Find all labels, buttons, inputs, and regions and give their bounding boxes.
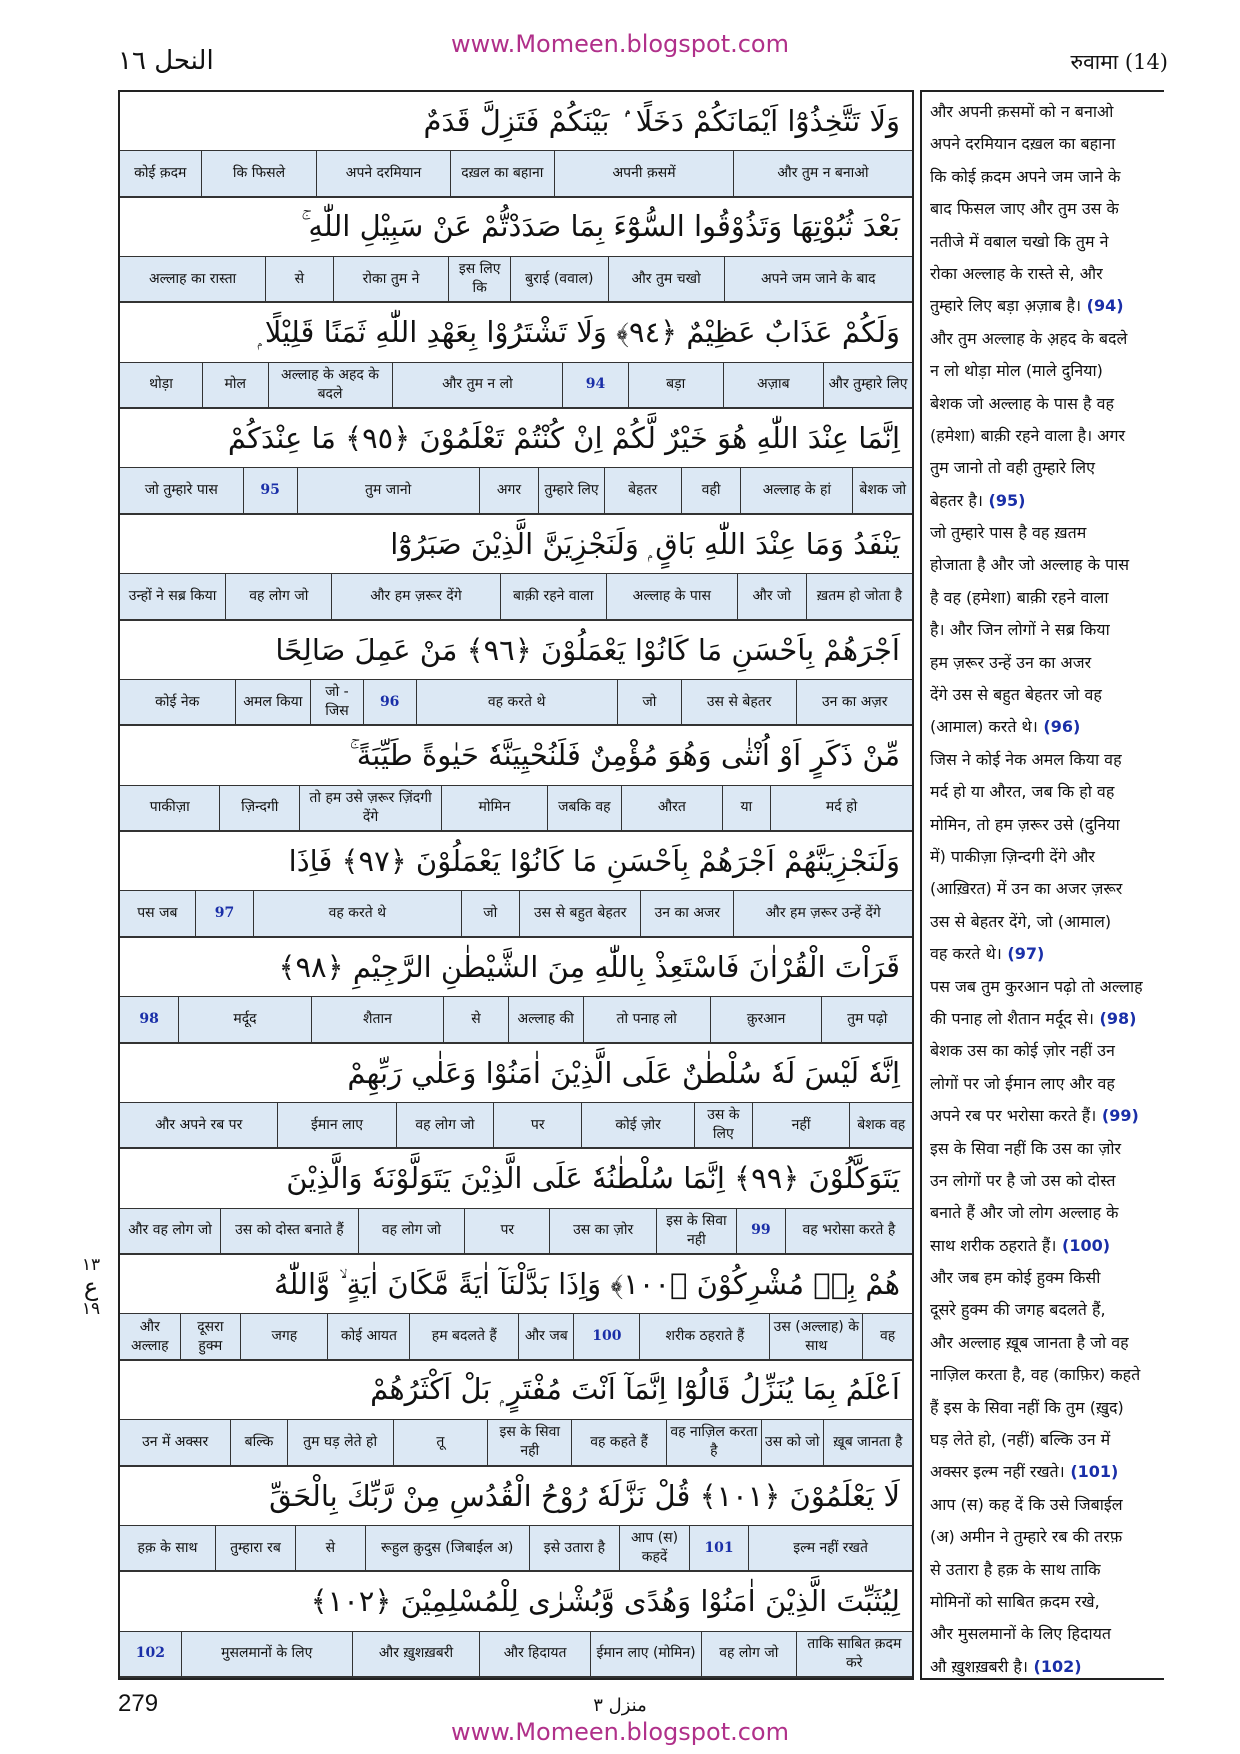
word-meaning-cell: थोड़ा bbox=[149, 376, 173, 393]
word-meaning-cell: ताकि साबित क़दम करे bbox=[796, 1632, 912, 1676]
word-meaning-cell: वह नाज़िल करता है bbox=[666, 1420, 761, 1464]
word-meaning-cell: और ख़ुशख़बरी bbox=[352, 1632, 479, 1676]
translation-line bbox=[930, 1327, 1160, 1359]
word-meaning-cell: मोल bbox=[202, 363, 267, 407]
word-meaning-cell: वह लोग जो bbox=[225, 574, 331, 618]
word-meaning-cell: और तुम न लो bbox=[392, 363, 563, 407]
translation-line bbox=[930, 1456, 1160, 1488]
word-meaning-cell: तुम जानो bbox=[297, 468, 479, 512]
word-meaning-row bbox=[120, 574, 912, 620]
margin-mark-top: ١٣ bbox=[81, 1255, 101, 1275]
verse-number-cell: 100 bbox=[573, 1314, 639, 1358]
word-meaning-cell: अज़ाब bbox=[723, 363, 824, 407]
translation-text: (आमाल) करते थे। bbox=[930, 717, 1038, 737]
word-meaning-row bbox=[120, 786, 912, 832]
word-meaning-cell: हक़ के साथ bbox=[137, 1539, 198, 1556]
verse-number-cell: 96 bbox=[363, 680, 416, 724]
translation-text: और तुम अल्लाह के अ़हद के बदले bbox=[930, 328, 1128, 348]
translation-line bbox=[930, 258, 1160, 290]
word-meaning-cell: अल्लाह का रास्ता bbox=[148, 270, 237, 287]
translation-verse-number: (97) bbox=[1001, 944, 1045, 964]
word-meaning-row bbox=[120, 151, 912, 197]
translation-text: हैं इस के सिवा नहीं कि तुम (ख़ुद) bbox=[930, 1397, 1124, 1417]
word-meaning-cell: तू bbox=[393, 1420, 488, 1464]
translation-line bbox=[930, 1003, 1160, 1035]
word-meaning-row bbox=[120, 1103, 912, 1149]
translation-line bbox=[930, 1100, 1160, 1132]
translation-text: पस जब तुम कुरआन पढ़ो तो अल्लाह bbox=[930, 976, 1143, 996]
translation-verse-number: (98) bbox=[1093, 1008, 1137, 1028]
word-meaning-cell: पर bbox=[493, 1103, 581, 1147]
word-meaning-cell: उन का अजर bbox=[640, 891, 733, 935]
word-meaning-cell: तुम घड़ लेते हो bbox=[287, 1420, 393, 1464]
translation-line bbox=[930, 1165, 1160, 1197]
word-meaning-cell: नहीं bbox=[752, 1103, 850, 1147]
translation-line bbox=[930, 161, 1160, 193]
word-meaning-cell: अल्लाह की bbox=[508, 997, 583, 1041]
translation-text: की पनाह लो शैतान मर्दूद से। bbox=[930, 1008, 1094, 1028]
translation-text: में) पाकीज़ा ज़िन्दगी देंगे और bbox=[930, 846, 1095, 866]
translation-text: अपने रब पर भरोसा करते हैं। bbox=[930, 1106, 1097, 1126]
translation-text: (हमेशा) बाक़ी रहने वाला है। अगर bbox=[930, 425, 1126, 445]
word-meaning-row bbox=[120, 363, 912, 409]
translation-line bbox=[930, 1133, 1160, 1165]
word-meaning-row bbox=[120, 257, 912, 303]
word-meaning-cell: उस से बेहतर bbox=[681, 680, 797, 724]
translation-line bbox=[930, 1651, 1160, 1683]
ruku-margin-mark bbox=[78, 1254, 104, 1320]
word-meaning-row bbox=[120, 1314, 912, 1360]
translation-text: तुम जानो तो वही तुम्हारे लिए bbox=[930, 458, 1095, 478]
word-meaning-cell: और जब bbox=[518, 1314, 573, 1358]
word-meaning-cell: वह लोग जो bbox=[396, 1103, 494, 1147]
word-meaning-cell: अपने जम जाने के बाद bbox=[724, 257, 912, 301]
word-meaning-cell: उस के लिए bbox=[694, 1103, 751, 1147]
translation-line bbox=[930, 1068, 1160, 1100]
translation-text: आप (स) कह दें कि उसे जिबाईल bbox=[930, 1494, 1123, 1514]
translation-verse-number: (94) bbox=[1081, 296, 1124, 316]
manzil-label: منزل ٣ bbox=[593, 1695, 647, 1716]
word-meaning-cell: और वह लोग जो bbox=[128, 1222, 212, 1239]
translation-line bbox=[930, 1359, 1160, 1391]
translation-text: और मुसलमानों के लिए हिदायत bbox=[930, 1624, 1112, 1644]
translation-line bbox=[930, 226, 1160, 258]
word-meaning-cell: इल्म नहीं रखते bbox=[748, 1526, 912, 1570]
translation-text: बनाते हैं और जो लोग अल्लाह के bbox=[930, 1203, 1119, 1223]
word-meaning-cell: जो तुम्हारे पास bbox=[144, 482, 218, 499]
word-meaning-cell: शैतान bbox=[311, 997, 443, 1041]
word-meaning-cell: ख़तम हो जोता है bbox=[806, 574, 912, 618]
word-meaning-cell: मर्दूद bbox=[178, 997, 310, 1041]
word-meaning-cell: से bbox=[443, 997, 508, 1041]
translation-line bbox=[930, 873, 1160, 905]
word-meaning-cell: उस को दोस्त बनाते हैं bbox=[220, 1209, 358, 1253]
ruku-label: रुवामा (14) bbox=[1070, 50, 1168, 74]
word-meaning-cell: वही bbox=[681, 468, 741, 512]
translation-line bbox=[930, 1618, 1160, 1650]
arabic-line: قَرَاْتَ الْقُرْاٰنَ فَاسْتَعِذْ بِاللّٰهِ مِنَ الشَّيْطٰنِ الرَّجِيْمِ ﴿٩٨﴾ bbox=[120, 938, 912, 997]
translation-line bbox=[930, 485, 1160, 517]
word-meaning-cell: जगह bbox=[240, 1314, 327, 1358]
translation-text: जो तुम्हारे पास है वह ख़तम bbox=[930, 523, 1087, 543]
translation-text: बेशक उस का कोई ज़ोर नहीं उन bbox=[930, 1041, 1115, 1061]
word-meaning-cell: और तुम्हारे लिए bbox=[823, 363, 912, 407]
translation-line bbox=[930, 1392, 1160, 1424]
arabic-line: اِنَّمَا عِنْدَ اللّٰهِ هُوَ خَيْرٌ لَّكُمْ اِنْ كُنْتُمْ تَعْلَمُوْنَ ﴿٩٥﴾ مَا عِنْدَكُمْ bbox=[120, 409, 912, 468]
translation-line bbox=[930, 549, 1160, 581]
word-meaning-cell: बेहतर bbox=[604, 468, 681, 512]
word-meaning-row bbox=[120, 1526, 912, 1572]
word-meaning-cell: से bbox=[265, 257, 332, 301]
surah-title: النحل ١٦ bbox=[118, 46, 214, 76]
word-meaning-cell: पस जब bbox=[137, 905, 178, 922]
translation-line bbox=[930, 582, 1160, 614]
word-meaning-cell: बड़ा bbox=[628, 363, 723, 407]
word-meaning-cell: अपने दरमियान bbox=[316, 151, 449, 195]
arabic-line: اِنَّهٗ لَيْسَ لَهٗ سُلْطٰنٌ عَلَى الَّذِيْنَ اٰمَنُوْا وَعَلٰي رَبِّهِمْ bbox=[120, 1044, 912, 1103]
word-meaning-row bbox=[120, 1209, 912, 1255]
translation-text: और अपनी क़समों को न बनाओ bbox=[930, 102, 1114, 121]
verse-number-cell: 97 bbox=[195, 891, 254, 935]
word-meaning-cell: आप (स) कहदें bbox=[619, 1526, 689, 1570]
word-meaning-cell: इस के सिवा नही bbox=[656, 1209, 736, 1253]
translation-text: साथ शरीक ठहराते हैं। bbox=[930, 1235, 1057, 1255]
translation-line bbox=[930, 938, 1160, 970]
translation-text: देंगे उस से बहुत बेहतर जो वह bbox=[930, 685, 1102, 705]
translation-text: नतीजे में वबाल चखो कि तुम ने bbox=[930, 231, 1109, 251]
translation-line bbox=[930, 1424, 1160, 1456]
translation-text: अपने दरमियान दख़ल का बहाना bbox=[930, 134, 1116, 154]
translation-line bbox=[930, 679, 1160, 711]
word-meaning-cell: मर्द हो bbox=[770, 786, 912, 830]
verse-number-cell: 94 bbox=[562, 363, 627, 407]
word-meaning-cell: रूहुल क़ुदुस (जिबाईल अ) bbox=[365, 1526, 529, 1570]
translation-text: वह करते थे। bbox=[930, 944, 1002, 964]
word-meaning-row bbox=[120, 1632, 912, 1678]
translation-verse-number: (100) bbox=[1056, 1235, 1111, 1255]
word-meaning-cell: मुसलमानों के लिए bbox=[181, 1632, 352, 1676]
translation-line bbox=[930, 128, 1160, 160]
translation-text: न लो थोड़ा मोल (माले दुनिया) bbox=[930, 361, 1103, 381]
word-meaning-cell: उन का अज़र bbox=[796, 680, 912, 724]
word-meaning-cell: इसे उतारा है bbox=[529, 1526, 620, 1570]
word-meaning-cell: और हम ज़रूर उन्हें देंगे bbox=[733, 891, 912, 935]
word-meaning-row bbox=[120, 891, 912, 937]
word-meaning-cell: कोई आयत bbox=[327, 1314, 409, 1358]
translation-text: मोमिनों को साबित क़दम रखे, bbox=[930, 1591, 1100, 1611]
word-by-word-table bbox=[118, 90, 914, 1680]
word-meaning-cell: जो bbox=[617, 680, 681, 724]
word-meaning-row bbox=[120, 997, 912, 1043]
word-meaning-cell: ख़ूब जानता है bbox=[823, 1420, 912, 1464]
word-meaning-cell: ईमान लाए bbox=[277, 1103, 395, 1147]
word-meaning-cell: और तुम न बनाओ bbox=[733, 151, 912, 195]
translation-line bbox=[930, 96, 1160, 128]
word-meaning-cell: वह भरोसा करते है bbox=[785, 1209, 912, 1253]
arabic-line: وَلَا تَتَّخِذُوْٓا اَيْمَانَكُمْ دَخَلًا ۢ بَيْنَكُمْ فَتَزِلَّ قَدَمٌ bbox=[120, 92, 912, 151]
word-meaning-cell: उस (अल्लाह) के साथ bbox=[769, 1314, 862, 1358]
arabic-line: بَعْدَ ثُبُوْتِهَا وَتَذُوْقُوا السُّوْٓءَ بِمَا صَدَدْتُّمْ عَنْ سَبِيْلِ اللّٰهِ ۚ bbox=[120, 198, 912, 257]
word-meaning-cell: उस से बहुत बेहतर bbox=[519, 891, 640, 935]
arabic-line: وَلَكُمْ عَذَابٌ عَظِيْمٌ ﴿٩٤﴾ وَلَا تَشْتَرُوْا بِعَهْدِ اللّٰهِ ثَمَنًا قَلِيْلًا ۭ bbox=[120, 303, 912, 362]
word-meaning-cell: तो पनाह लो bbox=[583, 997, 710, 1041]
word-meaning-cell: अल्लाह के अहद के बदले bbox=[268, 363, 392, 407]
word-meaning-cell: इस लिए कि bbox=[448, 257, 509, 301]
word-meaning-cell: अल्लाह के हां bbox=[740, 468, 852, 512]
translation-text: हम ज़रूर उन्हें उन का अजर bbox=[930, 652, 1092, 672]
translation-line bbox=[930, 420, 1160, 452]
translation-text: और जब हम कोई हुक्म किसी bbox=[930, 1268, 1101, 1288]
translation-line bbox=[930, 290, 1160, 322]
translation-line bbox=[930, 1294, 1160, 1326]
translation-text: नाज़िल करता है, वह (काफ़िर) कहते bbox=[930, 1365, 1141, 1385]
word-meaning-cell: उन्हों ने सब्र किया bbox=[128, 587, 217, 604]
word-meaning-cell: दख़ल का बहाना bbox=[450, 151, 554, 195]
translation-line bbox=[930, 744, 1160, 776]
word-meaning-cell: जबकि वह bbox=[547, 786, 621, 830]
word-meaning-cell: से bbox=[295, 1526, 365, 1570]
word-meaning-cell: बल्कि bbox=[230, 1420, 286, 1464]
word-meaning-cell: कोई ज़ोर bbox=[581, 1103, 694, 1147]
word-meaning-cell: और अपने रब पर bbox=[155, 1116, 243, 1133]
word-meaning-cell: वह bbox=[862, 1314, 912, 1358]
word-meaning-cell: औरत bbox=[621, 786, 721, 830]
word-meaning-cell: वह करते थे bbox=[253, 891, 460, 935]
arabic-line: لَا يَعْلَمُوْنَ ﴿١٠١﴾ قُلْ نَزَّلَهٗ رُوْحُ الْقُدُسِ مِنْ رَّبِّكَ بِالْحَقِّ bbox=[120, 1467, 912, 1526]
word-meaning-cell: क़ुरआन bbox=[710, 997, 822, 1041]
translation-text: है। और जिन लोगों ने सब्र किया bbox=[930, 620, 1110, 640]
translation-text: बाद फिसल जाए और तुम उस के bbox=[930, 199, 1119, 219]
word-meaning-cell: रोका तुम ने bbox=[333, 257, 449, 301]
word-meaning-cell: कि फिसले bbox=[201, 151, 317, 195]
word-meaning-row bbox=[120, 1420, 912, 1466]
word-meaning-cell: उस का ज़ोर bbox=[549, 1209, 655, 1253]
arabic-line: مِّنْ ذَكَرٍ اَوْ اُنْثٰى وَهُوَ مُؤْمِنٌ فَلَنُحْيِيَنَّهٗ حَيٰوةً طَيِّبَةً ۚ bbox=[120, 726, 912, 785]
arabic-line: اَجْرَهُمْ بِاَحْسَنِ مَا كَانُوْا يَعْمَلُوْنَ ﴿٩٦﴾ مَنْ عَمِلَ صَالِحًا bbox=[120, 621, 912, 680]
translation-text: और अल्लाह ख़ूब जानता है जो वह bbox=[930, 1332, 1129, 1352]
word-meaning-cell: बेशक वह bbox=[849, 1103, 912, 1147]
word-meaning-cell: उन में अक्सर bbox=[142, 1433, 209, 1450]
word-meaning-cell: और हम ज़रूर देंगे bbox=[331, 574, 499, 618]
translation-verse-number: (101) bbox=[1064, 1462, 1119, 1482]
translation-column bbox=[920, 90, 1164, 1680]
word-meaning-cell: अगर bbox=[479, 468, 539, 512]
translation-text: तुम्हारे लिए बड़ा अ़ज़ाब है। bbox=[930, 296, 1082, 316]
translation-line bbox=[930, 776, 1160, 808]
translation-text: जिस ने कोई नेक अमल किया वह bbox=[930, 749, 1122, 769]
translation-text: मोमिन, तो हम ज़रूर उसे (दुनिया bbox=[930, 814, 1120, 834]
word-meaning-cell: वह लोग जो bbox=[701, 1632, 796, 1676]
header-url: www.Momeen.blogspot.com bbox=[451, 30, 789, 58]
translation-text: बेहतर है। bbox=[930, 490, 983, 510]
word-meaning-cell: बुराई (ववाल) bbox=[510, 257, 608, 301]
word-meaning-cell: इस के सिवा नही bbox=[487, 1420, 571, 1464]
word-meaning-cell: पर bbox=[464, 1209, 549, 1253]
translation-verse-number: (99) bbox=[1096, 1106, 1139, 1126]
translation-text: दूसरे हुक्म की जगह बदलते हैं, bbox=[930, 1300, 1106, 1320]
translation-text: उस से बेहतर देंगे, जो (आमाल) bbox=[930, 911, 1112, 931]
translation-text: (अ) अमीन ने तुम्हारे रब की तरफ़ bbox=[930, 1527, 1123, 1547]
arabic-line: وَلَنَجْزِيَنَّهُمْ اَجْرَهُمْ بِاَحْسَنِ مَا كَانُوْا يَعْمَلُوْنَ ﴿٩٧﴾ فَاِذَا bbox=[120, 832, 912, 891]
translation-text: लोगों पर जो ईमान लाए और वह bbox=[930, 1073, 1115, 1093]
word-meaning-cell: शरीक ठहराते हैं bbox=[639, 1314, 769, 1358]
word-meaning-cell: तुम पढ़ो bbox=[821, 997, 912, 1041]
translation-line bbox=[930, 193, 1160, 225]
word-meaning-cell: या bbox=[722, 786, 771, 830]
word-meaning-cell: कोई नेक bbox=[155, 693, 200, 710]
word-meaning-cell: बेशक जो bbox=[852, 468, 912, 512]
arabic-line: لِيُثَبِّتَ الَّذِيْنَ اٰمَنُوْا وَهُدًى وَّبُشْرٰى لِلْمُسْلِمِيْنَ ﴿١٠٢﴾ bbox=[120, 1572, 912, 1631]
translation-text: है वह (हमेशा) बाक़ी रहने वाला bbox=[930, 587, 1109, 607]
translation-line bbox=[930, 906, 1160, 938]
translation-line bbox=[930, 1554, 1160, 1586]
word-meaning-cell: बाक़ी रहने वाला bbox=[500, 574, 606, 618]
page-number: 279 bbox=[118, 1690, 159, 1717]
translation-line bbox=[930, 647, 1160, 679]
verse-number-cell: 101 bbox=[689, 1526, 748, 1570]
arabic-line: اَعْلَمُ بِمَا يُنَزِّلُ قَالُوْٓا اِنَّمَآ اَنْتَ مُفْتَرٍ ۭ بَلْ اَكْثَرُهُمْ bbox=[120, 1361, 912, 1420]
translation-text: औ ख़ुशख़बरी है। bbox=[930, 1656, 1028, 1676]
word-meaning-cell: दूसरा हुक्म bbox=[180, 1314, 241, 1358]
translation-text: बेशक जो अल्लाह के पास है वह bbox=[930, 393, 1114, 413]
word-meaning-cell: कोई क़दम bbox=[134, 165, 187, 181]
translation-line bbox=[930, 1197, 1160, 1229]
word-meaning-cell: वह करते थे bbox=[416, 680, 617, 724]
margin-mark-bottom: ١٩ bbox=[81, 1299, 101, 1319]
translation-text: होजाता है और जो अल्लाह के पास bbox=[930, 555, 1130, 575]
word-meaning-cell: जो bbox=[461, 891, 520, 935]
word-meaning-cell: अपनी क़समें bbox=[554, 151, 733, 195]
translation-line bbox=[930, 1521, 1160, 1553]
translation-line bbox=[930, 809, 1160, 841]
translation-text: कि कोई क़दम अपने जम जाने के bbox=[930, 166, 1121, 186]
translation-line bbox=[930, 452, 1160, 484]
translation-verse-number: (102) bbox=[1027, 1656, 1082, 1676]
word-meaning-cell: पाकीज़ा bbox=[149, 799, 190, 816]
verse-number-cell: 99 bbox=[736, 1209, 785, 1253]
translation-line bbox=[930, 355, 1160, 387]
word-meaning-cell: ज़िन्दगी bbox=[219, 786, 299, 830]
word-meaning-cell: तुम्हारे लिए bbox=[538, 468, 603, 512]
word-meaning-cell: और हिदायत bbox=[479, 1632, 590, 1676]
translation-text: उन लोगों पर है जो उस को दोस्त bbox=[930, 1170, 1116, 1190]
footer-url: www.Momeen.blogspot.com bbox=[451, 1718, 789, 1746]
translation-verse-number: (95) bbox=[982, 490, 1026, 510]
word-meaning-cell: अल्लाह के पास bbox=[606, 574, 737, 618]
word-meaning-cell: तुम्हारा रब bbox=[215, 1526, 295, 1570]
translation-verse-number: (96) bbox=[1037, 717, 1081, 737]
translation-text: रोका अल्लाह के रास्ते से, और bbox=[930, 263, 1103, 283]
word-meaning-cell: मोमिन bbox=[441, 786, 547, 830]
verse-number-cell: 95 bbox=[243, 468, 297, 512]
translation-line bbox=[930, 841, 1160, 873]
word-meaning-cell: वह लोग जो bbox=[358, 1209, 464, 1253]
translation-line bbox=[930, 1230, 1160, 1262]
translation-line bbox=[930, 1262, 1160, 1294]
word-meaning-cell: अमल किया bbox=[235, 680, 311, 724]
arabic-line: يَتَوَكَّلُوْنَ ﴿٩٩﴾ اِنَّمَا سُلْطٰنُهٗ عَلَى الَّذِيْنَ يَتَوَلَّوْنَهٗ وَالَّذِيْنَ bbox=[120, 1149, 912, 1208]
verse-number-cell: 98 bbox=[139, 1010, 159, 1027]
translation-text: (आख़िरत) में उन का अजर ज़रूर bbox=[930, 879, 1123, 899]
translation-text: घड़ लेते हो, (नहीं) बल्कि उन में bbox=[930, 1430, 1111, 1450]
translation-line bbox=[930, 517, 1160, 549]
word-meaning-cell: तो हम उसे ज़रूर ज़िंदगी देंगे bbox=[299, 786, 441, 830]
translation-line bbox=[930, 323, 1160, 355]
word-meaning-cell: हम बदलते हैं bbox=[409, 1314, 518, 1358]
word-meaning-cell: जो - जिस bbox=[310, 680, 363, 724]
word-meaning-cell: और अल्लाह bbox=[131, 1318, 169, 1354]
translation-line bbox=[930, 1489, 1160, 1521]
translation-line bbox=[930, 1586, 1160, 1618]
translation-line bbox=[930, 971, 1160, 1003]
word-meaning-row bbox=[120, 680, 912, 726]
word-meaning-cell: और तुम चखो bbox=[608, 257, 724, 301]
word-meaning-cell: उस को जो bbox=[761, 1420, 823, 1464]
arabic-line: هُمْ بِهٖ مُشْرِكُوْنَ ﴿١٠٠﴾ وَاِذَا بَدَّلْنَآ اٰيَةً مَّكَانَ اٰيَةٍ ۙ وَّاللّٰهُ bbox=[120, 1255, 912, 1314]
word-meaning-cell: वह कहते हैं bbox=[571, 1420, 666, 1464]
translation-line bbox=[930, 614, 1160, 646]
translation-line bbox=[930, 388, 1160, 420]
translation-text: इस के सिवा नहीं कि उस का ज़ोर bbox=[930, 1138, 1122, 1158]
arabic-line: يَنْفَدُ وَمَا عِنْدَ اللّٰهِ بَاقٍ ۭ وَلَنَجْزِيَنَّ الَّذِيْنَ صَبَرُوْٓا bbox=[120, 515, 912, 574]
word-meaning-cell: ईमान लाए (मोमिन) bbox=[590, 1632, 701, 1676]
translation-line bbox=[930, 711, 1160, 743]
translation-text: से उतारा है हक़ के साथ ताकि bbox=[930, 1559, 1101, 1579]
word-meaning-cell: और जो bbox=[737, 574, 806, 618]
verse-number-cell: 102 bbox=[135, 1645, 165, 1662]
word-meaning-row bbox=[120, 468, 912, 514]
translation-text: मर्द हो या औरत, जब कि हो वह bbox=[930, 782, 1115, 802]
translation-line bbox=[930, 1035, 1160, 1067]
margin-mark-middle: ع bbox=[83, 1273, 99, 1301]
translation-text: अक्सर इल्म नहीं रखते। bbox=[930, 1462, 1065, 1482]
